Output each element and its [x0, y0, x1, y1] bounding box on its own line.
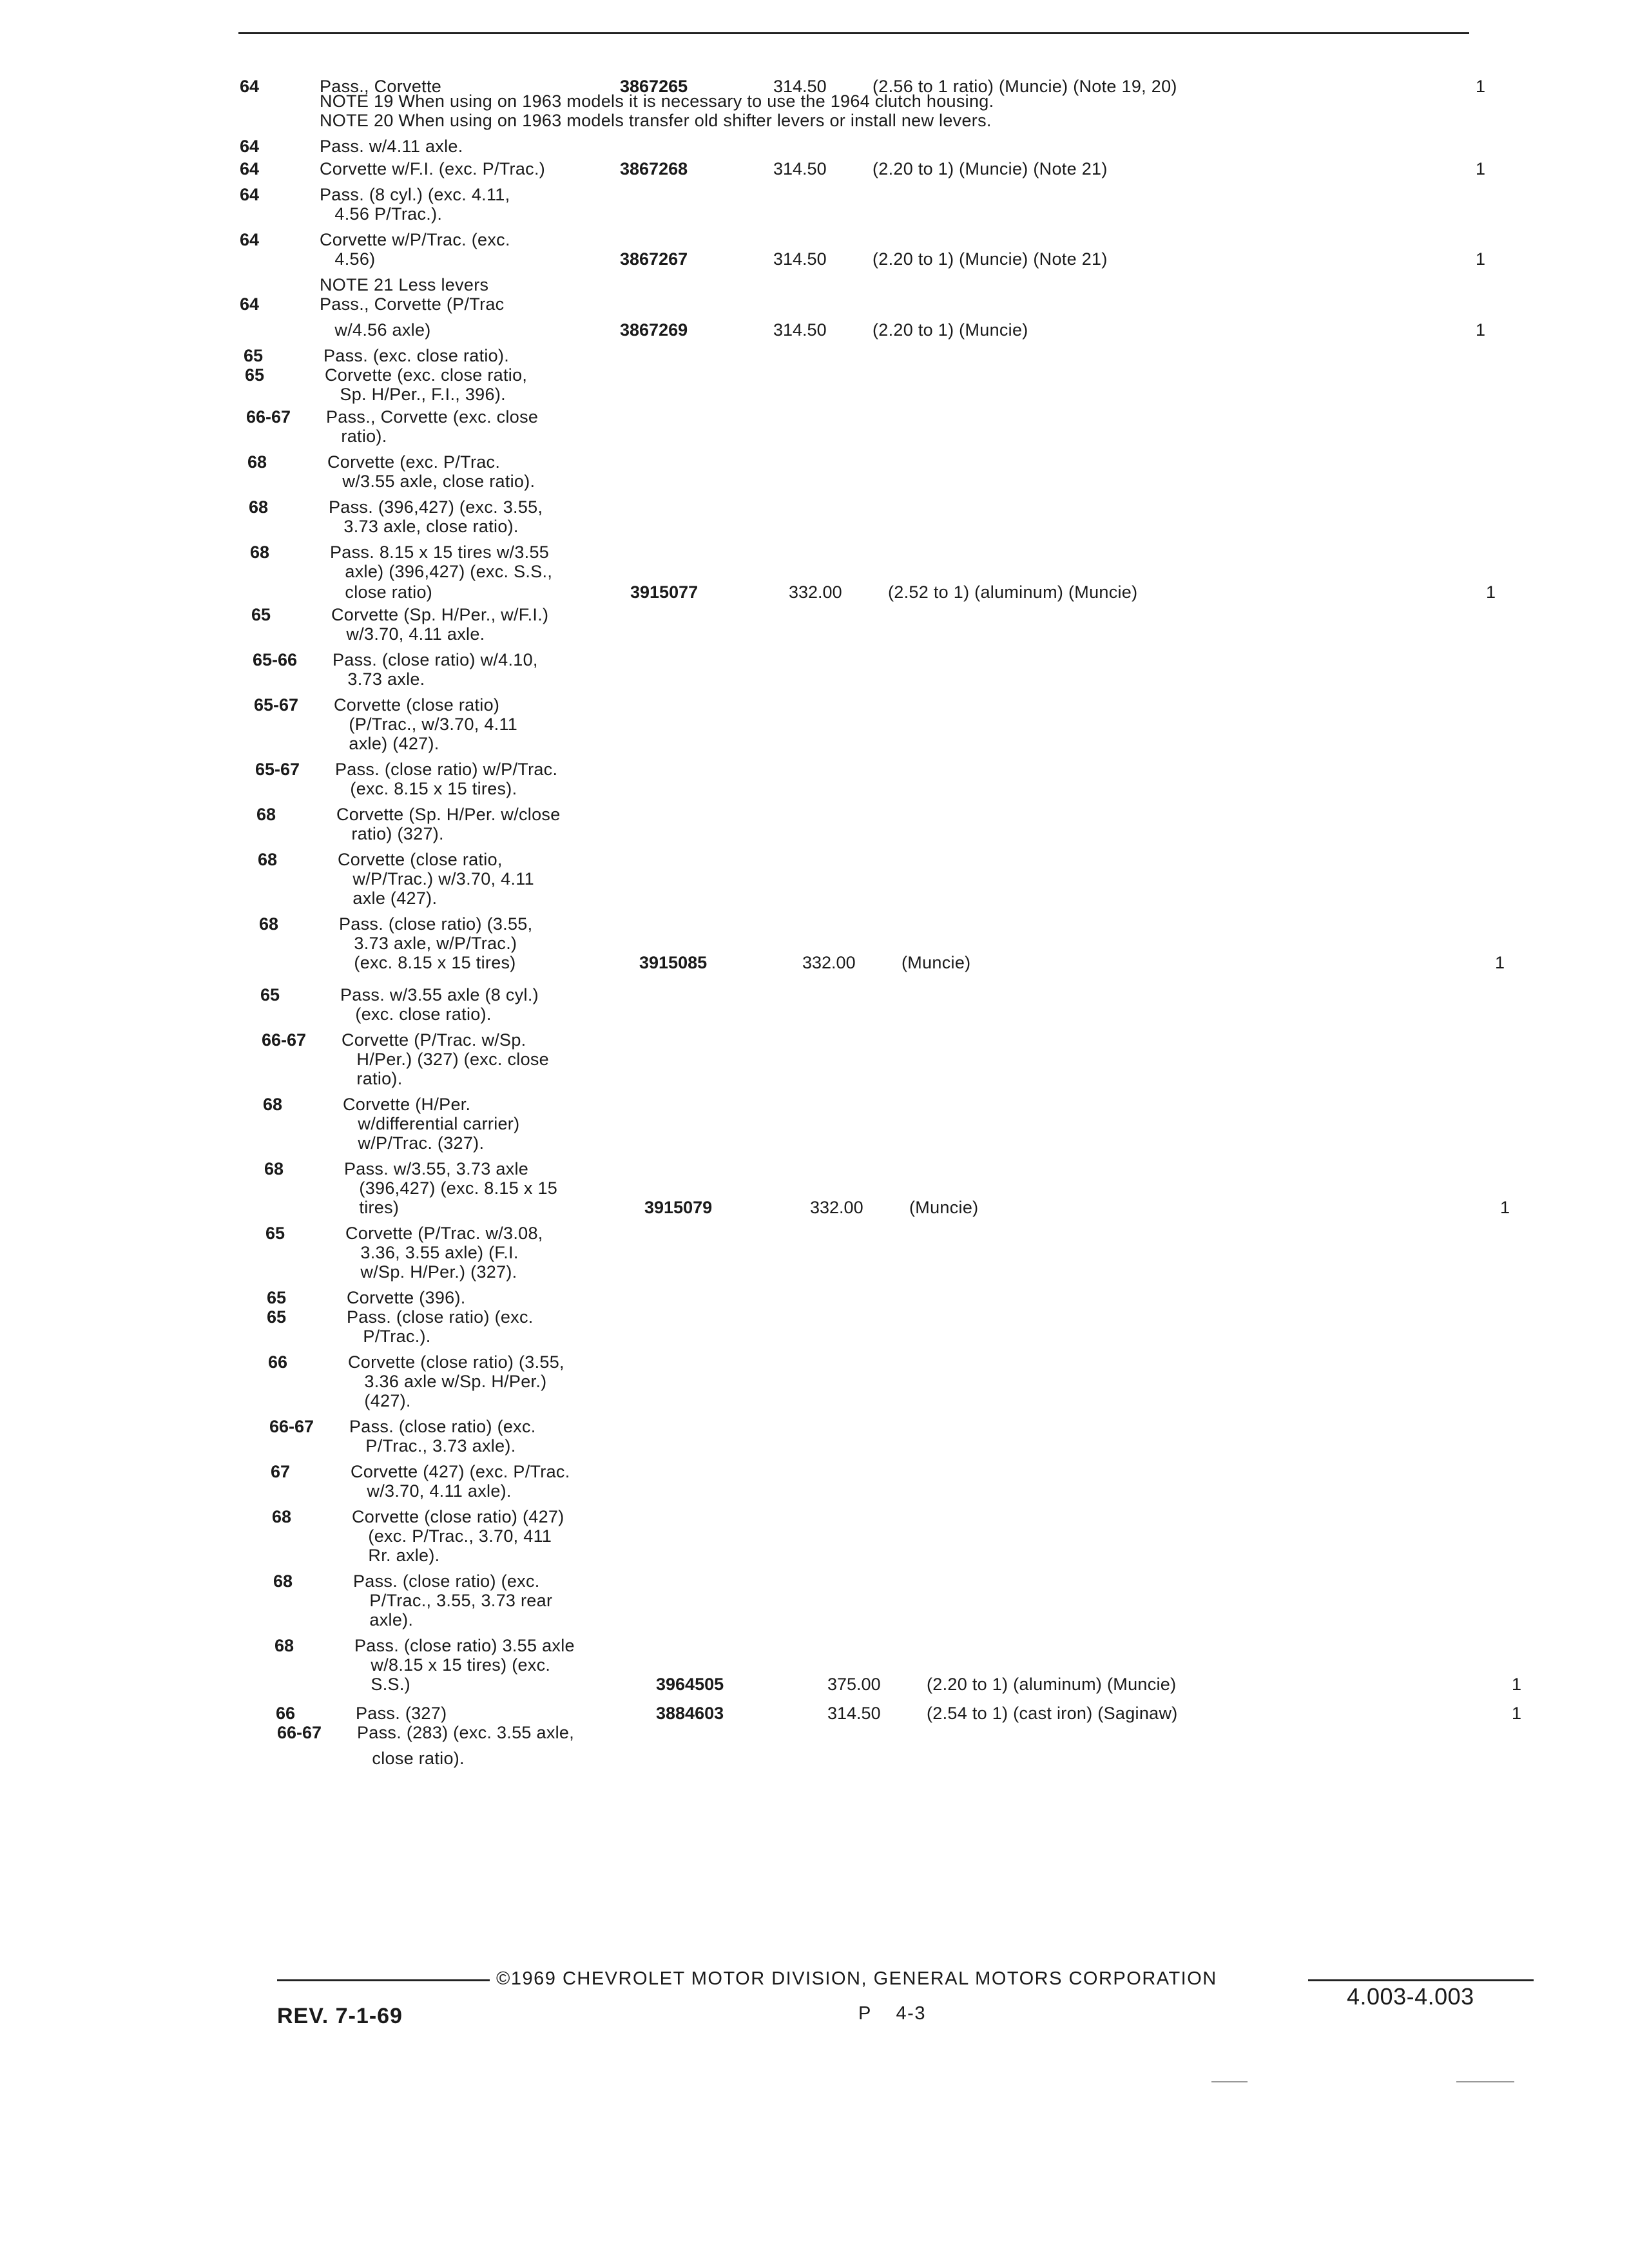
- table-row: [0, 1543, 1629, 1568]
- model-year: 68: [250, 543, 270, 562]
- application-description: Pass., Corvette (exc. close: [326, 407, 539, 427]
- application-description: w/Sp. H/Per.) (327).: [345, 1262, 517, 1282]
- application-description: (396,427) (exc. 8.15 x 15: [344, 1178, 558, 1198]
- application-description: 4.56 P/Trac.).: [320, 204, 443, 224]
- table-row: [0, 886, 1629, 910]
- application-description: Pass. (close ratio) w/4.10,: [333, 650, 538, 669]
- table-row: [0, 424, 1629, 448]
- application-description: Corvette (close ratio) (3.55,: [348, 1352, 564, 1372]
- model-year: 66-67: [269, 1417, 314, 1436]
- quantity: 1: [1476, 249, 1486, 269]
- application-description: Pass. (close ratio) 3.55 axle: [354, 1636, 575, 1655]
- application-description: Pass. (283) (exc. 3.55 axle,: [357, 1723, 575, 1742]
- table-row: [0, 157, 1629, 181]
- application-description: Pass., Corvette (P/Trac: [320, 294, 505, 314]
- application-description: Corvette (exc. P/Trac.: [327, 452, 501, 472]
- remarks: (Muncie): [909, 1198, 979, 1217]
- bottom-specks-2: [1456, 2081, 1514, 2082]
- part-number: 3867265: [620, 77, 688, 96]
- application-description: Pass. (396,427) (exc. 3.55,: [329, 497, 543, 517]
- quantity: 1: [1512, 1704, 1522, 1723]
- top-rule: [238, 32, 1469, 34]
- remarks: (2.52 to 1) (aluminum) (Muncie): [888, 582, 1138, 602]
- application-description: Pass. (close ratio) (exc.: [353, 1571, 540, 1591]
- application-description: axle) (427).: [334, 734, 439, 753]
- application-description: close ratio): [330, 582, 433, 602]
- application-description: Pass. w/3.55, 3.73 axle: [344, 1159, 529, 1178]
- table-row: [0, 1066, 1629, 1091]
- table-row: [0, 1131, 1629, 1155]
- model-year: 68: [264, 1159, 284, 1178]
- quantity: 1: [1476, 320, 1486, 340]
- table-row: [0, 1672, 1629, 1696]
- part-number: 3884603: [656, 1704, 724, 1723]
- model-year: 67: [271, 1462, 291, 1481]
- remarks: (2.20 to 1) (aluminum) (Muncie): [927, 1675, 1177, 1694]
- application-description: P/Trac.).: [348, 1327, 431, 1346]
- application-description: axle (427).: [338, 889, 438, 908]
- application-description: (exc. 8.15 x 15 tires).: [335, 779, 517, 798]
- list-price: 332.00: [789, 582, 842, 602]
- application-description: Corvette (exc. close ratio,: [325, 365, 528, 385]
- part-number: 3915085: [639, 953, 708, 972]
- application-description: w/3.70, 4.11 axle.: [331, 624, 485, 644]
- list-price: 314.50: [827, 1704, 881, 1723]
- table-row: [0, 1746, 1629, 1771]
- part-number: 3915079: [644, 1198, 713, 1217]
- application-description: Corvette (close ratio,: [338, 850, 503, 869]
- application-description: Corvette (P/Trac. w/3.08,: [345, 1224, 543, 1243]
- table-row: [0, 776, 1629, 801]
- table-row: [0, 514, 1629, 539]
- table-row: [0, 1324, 1629, 1349]
- model-year: 66: [276, 1704, 296, 1723]
- quantity: 1: [1512, 1675, 1522, 1694]
- application-description: NOTE 20 When using on 1963 models transfer old shifter levers or install new levers.: [320, 111, 992, 130]
- application-description: H/Per.) (327) (exc. close: [342, 1050, 549, 1069]
- application-description: Pass. (327): [356, 1704, 447, 1723]
- model-year: 68: [249, 497, 269, 517]
- application-description: w/8.15 x 15 tires) (exc.: [356, 1655, 551, 1675]
- table-row: [0, 731, 1629, 756]
- application-description: close ratio).: [357, 1749, 465, 1768]
- table-row: [0, 1479, 1629, 1503]
- part-number: 3915077: [630, 582, 699, 602]
- application-description: NOTE 21 Less levers: [320, 275, 489, 294]
- application-description: w/3.55 axle, close ratio).: [327, 472, 535, 491]
- table-row: [0, 1389, 1629, 1413]
- model-year: 68: [263, 1095, 283, 1114]
- quantity: 1: [1476, 159, 1486, 178]
- application-description: Pass., Corvette: [320, 77, 442, 96]
- quantity: 1: [1476, 77, 1486, 96]
- copyright-line: ©1969 CHEVROLET MOTOR DIVISION, GENERAL MOTORS CORPORATION: [496, 1968, 1217, 1989]
- list-price: 314.50: [773, 159, 827, 178]
- table-row: [0, 318, 1629, 342]
- application-description: Corvette (H/Per.: [343, 1095, 471, 1114]
- table-row: [0, 1260, 1629, 1284]
- model-year: 65: [245, 365, 265, 385]
- application-description: Pass. w/3.55 axle (8 cyl.): [340, 985, 539, 1004]
- table-row: [0, 950, 1629, 975]
- model-year: 64: [240, 230, 260, 249]
- model-year: 68: [259, 914, 279, 934]
- list-price: 332.00: [810, 1198, 863, 1217]
- page-number: P 4-3: [858, 2003, 926, 2024]
- table-row: [0, 292, 1629, 316]
- table-row: [0, 580, 1629, 604]
- application-description: P/Trac., 3.55, 3.73 rear: [354, 1591, 553, 1610]
- model-year: 68: [256, 805, 276, 824]
- model-year: 68: [275, 1636, 294, 1655]
- application-description: P/Trac., 3.73 axle).: [351, 1436, 516, 1456]
- model-year: 64: [240, 137, 260, 156]
- application-description: 3.73 axle, close ratio).: [329, 517, 519, 536]
- application-description: Pass. (close ratio) (3.55,: [339, 914, 533, 934]
- application-description: Pass. 8.15 x 15 tires w/3.55: [330, 543, 550, 562]
- list-price: 332.00: [802, 953, 856, 972]
- application-description: axle) (396,427) (exc. S.S.,: [330, 562, 553, 581]
- part-number: 3964505: [656, 1675, 724, 1694]
- remarks: (2.20 to 1) (Muncie) (Note 21): [872, 159, 1108, 178]
- part-number: 3867267: [620, 249, 688, 269]
- application-description: 3.73 axle.: [333, 669, 425, 689]
- table-row: [0, 134, 1629, 159]
- list-price: 314.50: [773, 320, 827, 340]
- model-year: 64: [240, 77, 260, 96]
- table-row: [0, 1002, 1629, 1026]
- table-row: [0, 1608, 1629, 1632]
- application-description: Corvette (427) (exc. P/Trac.: [351, 1462, 570, 1481]
- application-description: Corvette (P/Trac. w/Sp.: [342, 1030, 526, 1050]
- table-row: [0, 108, 1629, 133]
- quantity: 1: [1486, 582, 1496, 602]
- application-description: ratio) (327).: [336, 824, 444, 843]
- application-description: Sp. H/Per., F.I., 396).: [325, 385, 506, 404]
- part-number: 3867269: [620, 320, 688, 340]
- model-year: 65: [244, 346, 264, 365]
- application-description: Corvette (396).: [347, 1288, 466, 1307]
- application-description: (427).: [349, 1391, 411, 1410]
- application-description: axle).: [354, 1610, 414, 1629]
- model-year: 64: [240, 294, 260, 314]
- application-description: NOTE 19 When using on 1963 models it is necessary to use the 1964 clutch housing.: [320, 91, 994, 111]
- application-description: (exc. 8.15 x 15 tires): [339, 953, 516, 972]
- application-description: Pass. (close ratio) (exc.: [347, 1307, 534, 1327]
- model-year: 68: [272, 1507, 292, 1526]
- application-description: Corvette (close ratio): [334, 695, 500, 715]
- application-description: w/4.56 axle): [320, 320, 431, 340]
- part-number: 3867268: [620, 159, 688, 178]
- quantity: 1: [1500, 1198, 1510, 1217]
- table-row: [0, 469, 1629, 494]
- table-row: [0, 822, 1629, 846]
- application-description: 3.73 axle, w/P/Trac.): [339, 934, 517, 953]
- group-number: 4.003-4.003: [1347, 1983, 1474, 2010]
- table-row: [0, 202, 1629, 226]
- application-description: ratio).: [342, 1069, 403, 1088]
- footer-rule-right: [1308, 1979, 1534, 1981]
- model-year: 68: [258, 850, 278, 869]
- list-price: 314.50: [773, 249, 827, 269]
- application-description: Pass. (8 cyl.) (exc. 4.11,: [320, 185, 510, 204]
- table-row: [0, 1434, 1629, 1458]
- application-description: 3.36 axle w/Sp. H/Per.): [349, 1372, 547, 1391]
- model-year: 68: [273, 1571, 293, 1591]
- revision-date: REV. 7-1-69: [277, 2004, 403, 2028]
- application-description: 3.36, 3.55 axle) (F.I.: [345, 1243, 519, 1262]
- application-description: Rr. axle).: [353, 1546, 440, 1565]
- application-description: Corvette w/F.I. (exc. P/Trac.): [320, 159, 546, 178]
- table-row: [0, 1720, 1629, 1745]
- model-year: 68: [247, 452, 267, 472]
- model-year: 65-66: [253, 650, 298, 669]
- remarks: (2.20 to 1) (Muncie): [872, 320, 1028, 340]
- model-year: 65: [265, 1224, 285, 1243]
- application-description: w/P/Trac. (327).: [343, 1133, 485, 1153]
- table-row: [0, 382, 1629, 407]
- model-year: 65: [251, 605, 271, 624]
- model-year: 65-67: [255, 760, 300, 779]
- application-description: Corvette (Sp. H/Per., w/F.I.): [331, 605, 549, 624]
- remarks: (Muncie): [901, 953, 971, 972]
- model-year: 66-67: [246, 407, 291, 427]
- application-description: w/P/Trac.) w/3.70, 4.11: [338, 869, 534, 889]
- application-description: 4.56): [320, 249, 376, 269]
- remarks: (2.20 to 1) (Muncie) (Note 21): [872, 249, 1108, 269]
- table-row: [0, 247, 1629, 271]
- list-price: 314.50: [773, 77, 827, 96]
- application-description: Corvette w/P/Trac. (exc.: [320, 230, 510, 249]
- remarks: (2.54 to 1) (cast iron) (Saginaw): [927, 1704, 1178, 1723]
- application-description: tires): [344, 1198, 400, 1217]
- application-description: Pass. (close ratio) (exc.: [349, 1417, 536, 1436]
- model-year: 64: [240, 185, 260, 204]
- application-description: ratio).: [326, 427, 387, 446]
- application-description: Corvette (close ratio) (427): [352, 1507, 564, 1526]
- application-description: S.S.): [356, 1675, 410, 1694]
- remarks: (2.56 to 1 ratio) (Muncie) (Note 19, 20): [872, 77, 1177, 96]
- model-year: 66: [268, 1352, 288, 1372]
- model-year: 65: [267, 1307, 287, 1327]
- application-description: Pass. w/4.11 axle.: [320, 137, 463, 156]
- application-description: w/differential carrier): [343, 1114, 520, 1133]
- application-description: (exc. P/Trac., 3.70, 411: [353, 1526, 552, 1546]
- model-year: 66-67: [262, 1030, 307, 1050]
- application-description: Pass. (exc. close ratio).: [323, 346, 510, 365]
- model-year: 65-67: [254, 695, 299, 715]
- application-description: Corvette (Sp. H/Per. w/close: [336, 805, 561, 824]
- application-description: (P/Trac., w/3.70, 4.11: [334, 715, 518, 734]
- model-year: 65: [260, 985, 280, 1004]
- quantity: 1: [1495, 953, 1505, 972]
- footer-rule-left: [277, 1979, 490, 1981]
- table-row: [0, 622, 1629, 646]
- application-description: (exc. close ratio).: [340, 1004, 492, 1024]
- application-description: w/3.70, 4.11 axle).: [352, 1481, 512, 1501]
- application-description: Pass. (close ratio) w/P/Trac.: [335, 760, 558, 779]
- table-row: [0, 667, 1629, 691]
- bottom-specks: [1211, 2081, 1248, 2082]
- list-price: 375.00: [827, 1675, 881, 1694]
- model-year: 65: [267, 1288, 287, 1307]
- model-year: 64: [240, 159, 260, 178]
- table-row: [0, 1195, 1629, 1220]
- model-year: 66-67: [277, 1723, 322, 1742]
